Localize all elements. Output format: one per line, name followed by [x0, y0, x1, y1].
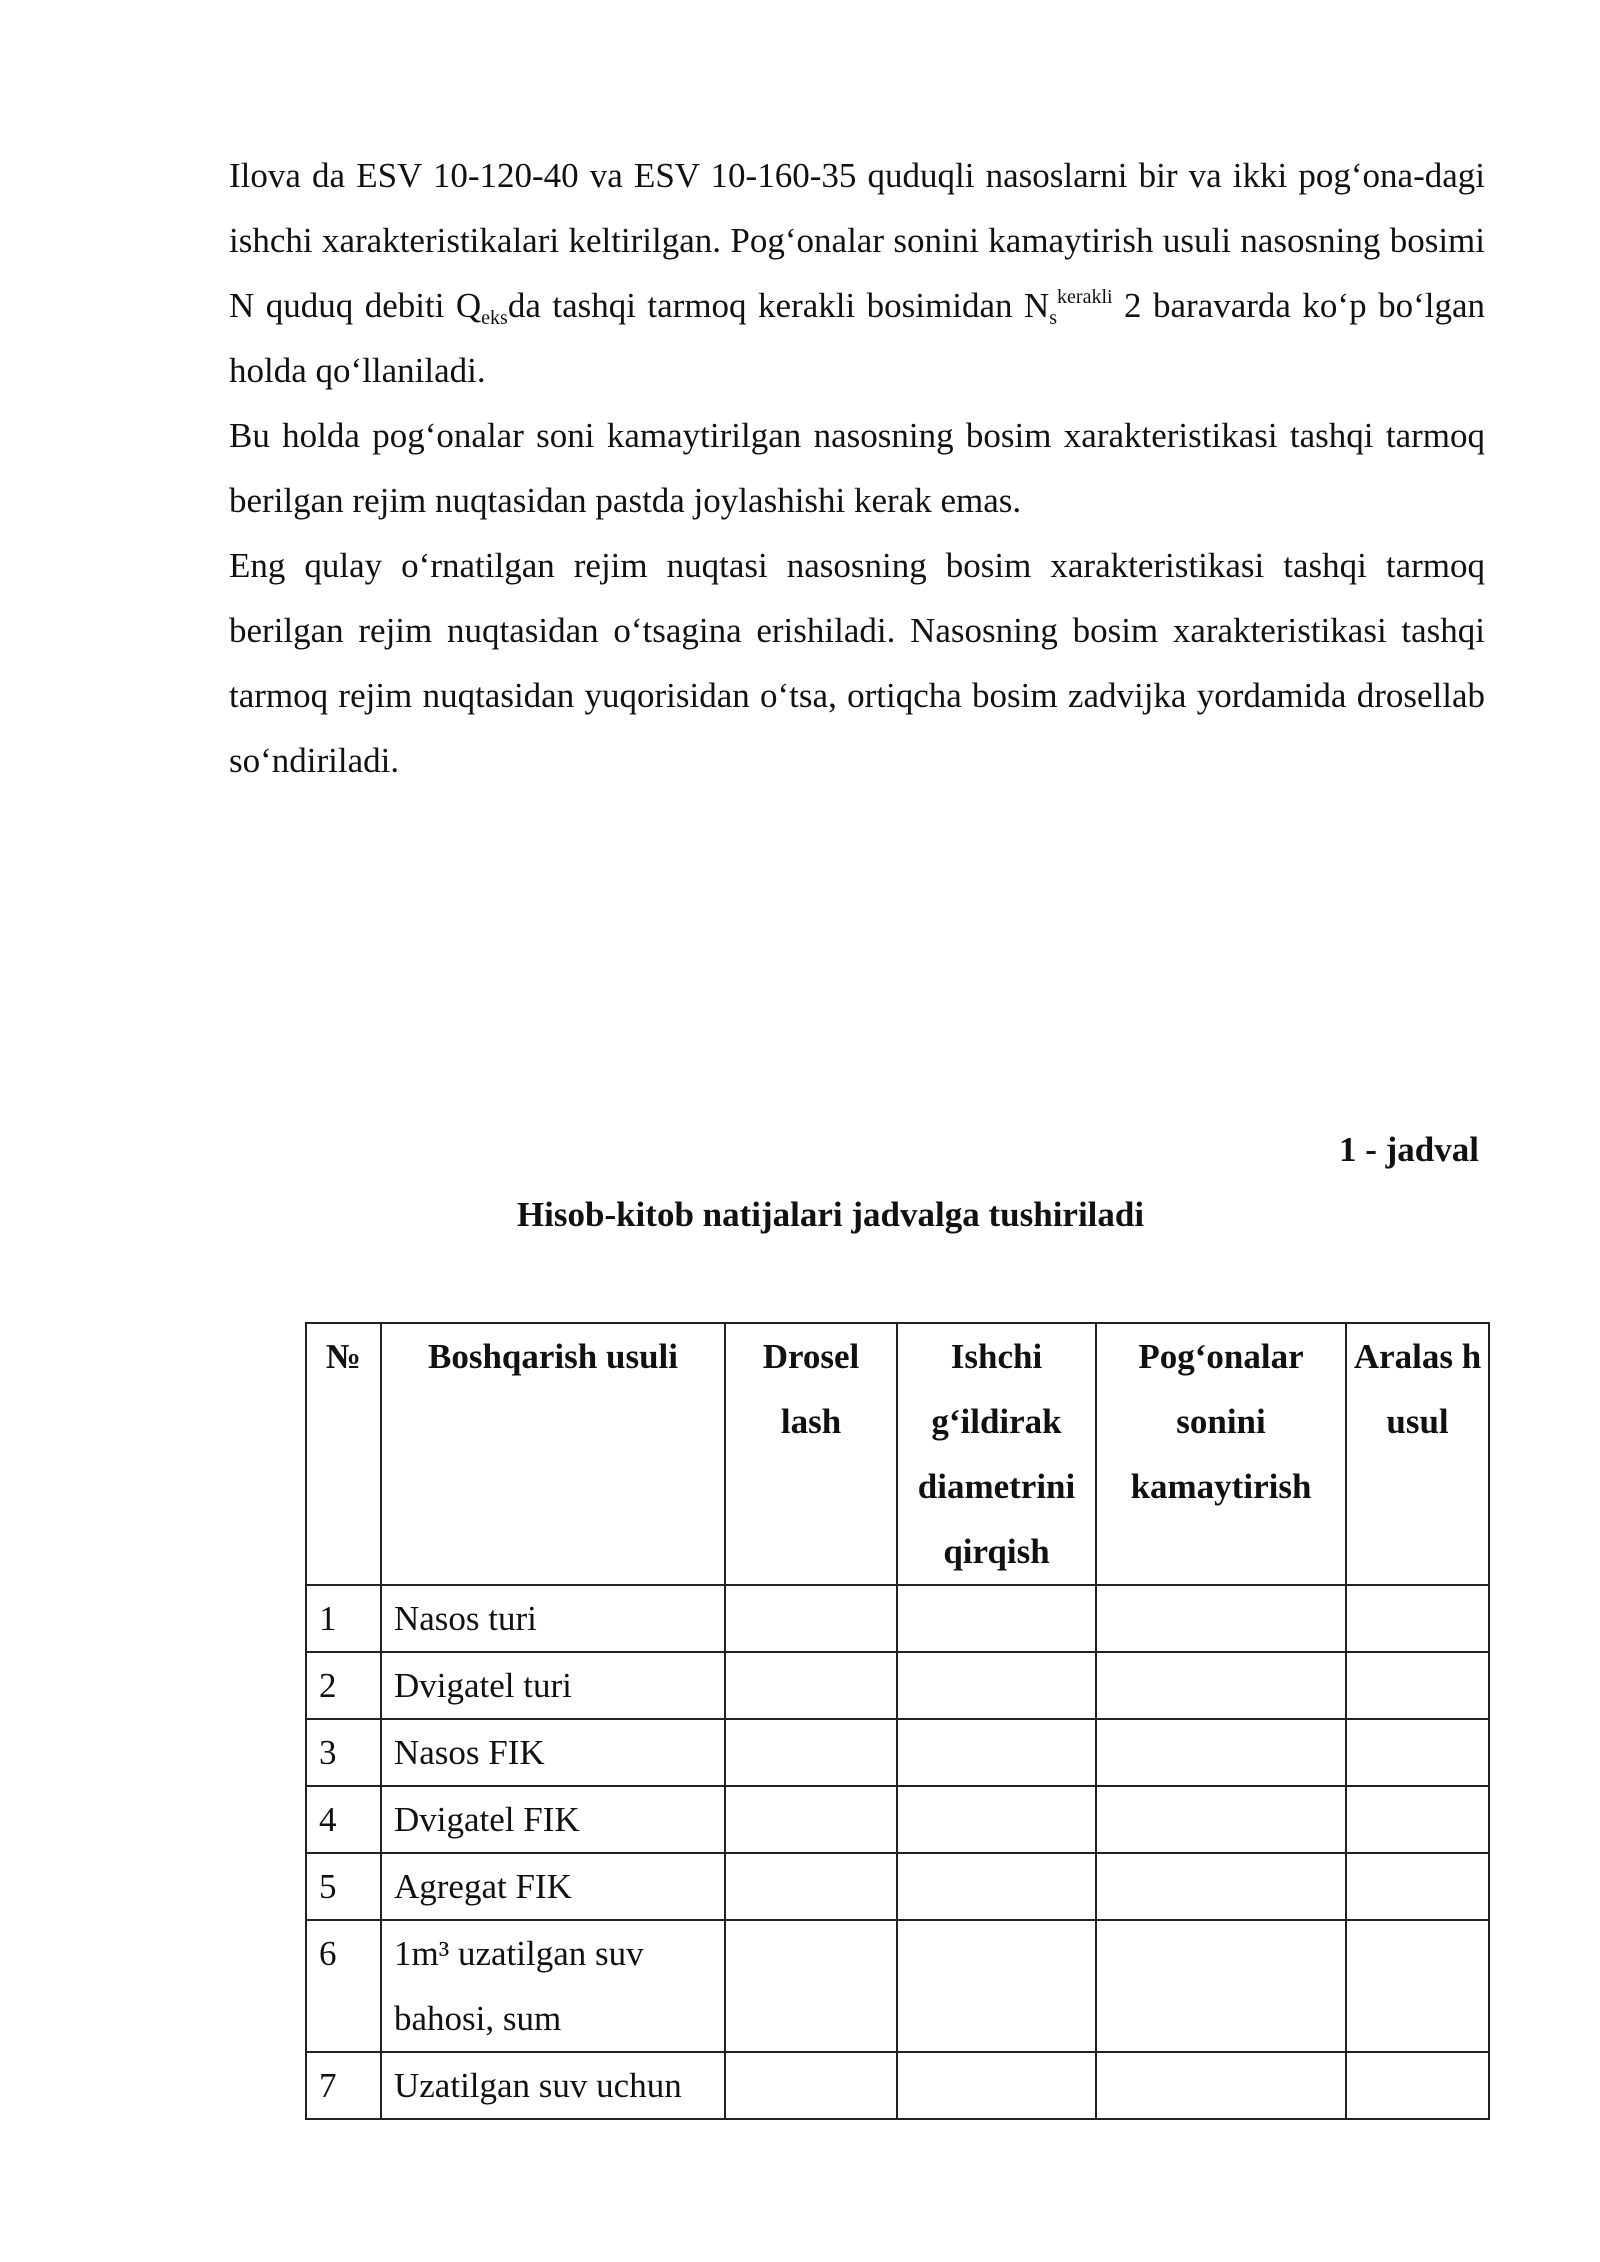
cell-stage-reduction: [1096, 1719, 1346, 1786]
row-label: Uzatilgan suv uchun: [381, 2052, 725, 2119]
table-row: [306, 1652, 1489, 1719]
table-row: [306, 1853, 1489, 1920]
cell-impeller-trimming: [897, 1853, 1096, 1920]
cell-mixed-method: [1346, 1920, 1489, 2052]
row-number: 4: [306, 1786, 381, 1853]
row-label: Dvigatel FIK: [381, 1786, 725, 1853]
cell-throttling: [725, 1920, 897, 2052]
cell-stage-reduction: [1096, 2052, 1346, 2119]
table-row: [306, 1585, 1489, 1652]
row-label: Agregat FIK: [381, 1853, 725, 1920]
header-mixed-method: Aralas h usul: [1346, 1323, 1489, 1585]
cell-impeller-trimming: [897, 1920, 1096, 2052]
cell-stage-reduction: [1096, 1652, 1346, 1719]
cell-stage-reduction: [1096, 1786, 1346, 1853]
cell-stage-reduction: [1096, 1920, 1346, 2052]
cell-mixed-method: [1346, 1585, 1489, 1652]
table-row: [306, 1786, 1489, 1853]
cell-throttling: [725, 1652, 897, 1719]
cell-impeller-trimming: [897, 1652, 1096, 1719]
row-number: 1: [306, 1585, 381, 1652]
cell-throttling: [725, 1719, 897, 1786]
paragraph-2: Bu holda pog‘onalar soni kamaytirilgan nasosning bosim xarakteristikasi tashqi tarmoq berilgan rejim nuqtasidan pastda joylashishi kerak emas.: [229, 416, 1485, 520]
row-number: 2: [306, 1652, 381, 1719]
cell-throttling: [725, 1786, 897, 1853]
body-text: [229, 143, 1485, 793]
cell-stage-reduction: [1096, 1853, 1346, 1920]
cell-mixed-method: [1346, 1853, 1489, 1920]
results-table: [305, 1322, 1490, 2120]
cell-impeller-trimming: [897, 1719, 1096, 1786]
header-method: Boshqarish usuli: [381, 1323, 725, 1585]
paragraph-3: Eng qulay o‘rnatilgan rejim nuqtasi nasosning bosim xarakteristikasi tashqi tarmoq berilgan rejim nuqtasidan o‘tsagina erishiladi. Nasosning bosim xarakteristikasi tashqi tarmoq rejim nuqtasidan yuqorisidan o‘tsa, ortiqcha bosim zadvijka yordamida drosellab so‘ndiriladi.: [229, 546, 1485, 780]
subscript-s: s: [1049, 307, 1058, 329]
row-number: 7: [306, 2052, 381, 2119]
header-number: №: [306, 1323, 381, 1585]
paragraph-1: Ilova da ESV 10-120-40 va ESV 10-160-35 quduqli nasoslarni bir va ikki pog‘ona-dagi ishchi xarakteristikalari keltirilgan. Pog‘onalar sonini kamaytirish usuli nasosning bosimi N quduq debiti $Q_{eks}da$ tashqi tarmoq kerakli bosimidan $N_s^{kerakli}$ 2 baravarda ko‘p bo‘lgan holda qo‘llaniladi.: [229, 156, 1485, 390]
header-throttling: Drosel lash: [725, 1323, 897, 1585]
subscript-eks: eks: [481, 307, 508, 329]
table-row: [306, 1719, 1489, 1786]
table-header-row: [306, 1323, 1489, 1585]
cell-throttling: [725, 1853, 897, 1920]
cell-throttling: [725, 1585, 897, 1652]
superscript-kerakli: kerakli: [1057, 286, 1113, 308]
table-title: Hisob-kitob natijalari jadvalga tushiriladi: [516, 1195, 1145, 1234]
cell-impeller-trimming: [897, 1585, 1096, 1652]
table-row: [306, 2052, 1489, 2119]
cell-mixed-method: [1346, 2052, 1489, 2119]
cell-throttling: [725, 2052, 897, 2119]
cell-mixed-method: [1346, 1786, 1489, 1853]
header-stage-reduction: Pog‘onalar sonini kamaytirish: [1096, 1323, 1346, 1585]
cell-mixed-method: [1346, 1652, 1489, 1719]
cell-stage-reduction: [1096, 1585, 1346, 1652]
row-label: Dvigatel turi: [381, 1652, 725, 1719]
cell-impeller-trimming: [897, 2052, 1096, 2119]
row-number: 6: [306, 1920, 381, 2052]
row-label: Nasos turi: [381, 1585, 725, 1652]
row-label: 1m³ uzatilgan suv bahosi, sum: [381, 1920, 725, 2052]
cell-impeller-trimming: [897, 1786, 1096, 1853]
row-number: 5: [306, 1853, 381, 1920]
header-impeller-trimming: Ishchi g‘ildirak diametrini qirqish: [897, 1323, 1096, 1585]
row-label: Nasos FIK: [381, 1719, 725, 1786]
table-row: [306, 1920, 1489, 2052]
row-number: 3: [306, 1719, 381, 1786]
table-caption: 1 - jadval: [1339, 1130, 1479, 1169]
cell-mixed-method: [1346, 1719, 1489, 1786]
